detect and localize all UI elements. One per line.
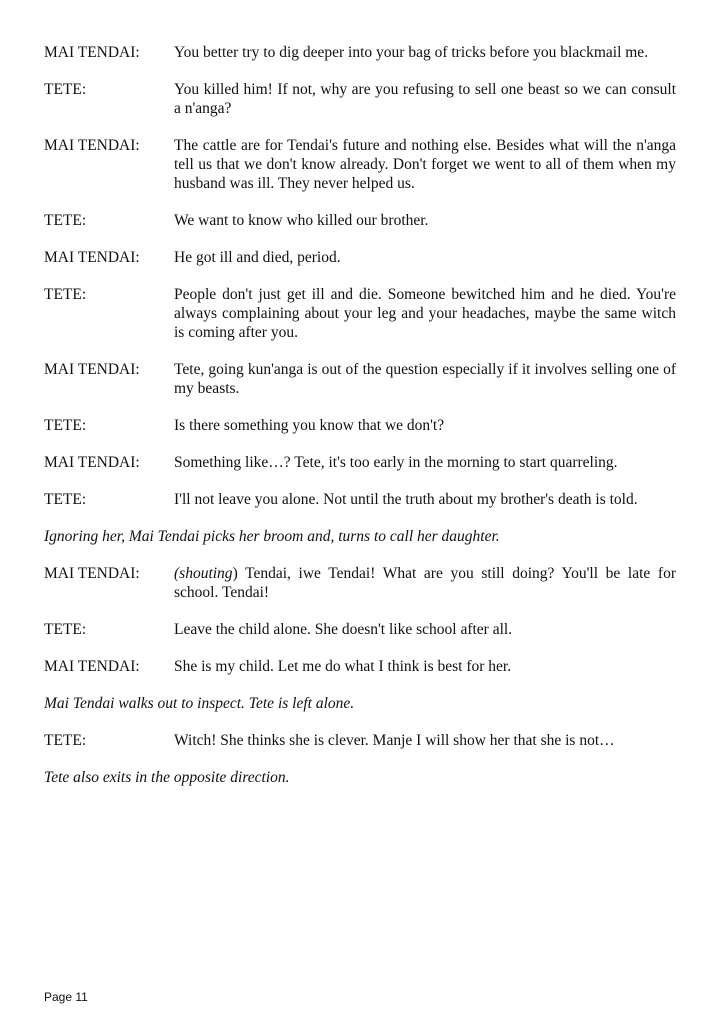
speaker-name: TETE: bbox=[44, 491, 87, 508]
speech-text: You killed him! If not, why are you refusing to sell one beast so we can consult a n'anga? bbox=[174, 81, 676, 117]
dialogue-line bbox=[44, 285, 676, 342]
speaker-name: TETE: bbox=[44, 621, 87, 638]
dialogue-line bbox=[44, 360, 676, 398]
speaker-name: TETE: bbox=[44, 81, 87, 98]
speech-text: Something like…? Tete, it's too early in the morning to start quarreling. bbox=[174, 454, 618, 471]
speech-text-rest: ) Tendai, iwe Tendai! What are you still doing? You'll be late for school. Tendai! bbox=[174, 565, 676, 601]
speaker-name: TETE: bbox=[44, 732, 87, 749]
dialogue-line bbox=[44, 490, 676, 509]
stage-direction: Mai Tendai walks out to inspect. Tete is left alone. bbox=[44, 695, 355, 712]
speech-text: He got ill and died, period. bbox=[174, 249, 341, 266]
speaker-name: MAI TENDAI: bbox=[44, 249, 140, 266]
speaker-name: MAI TENDAI: bbox=[44, 137, 140, 154]
dialogue-line bbox=[44, 80, 676, 118]
speech-text: People don't just get ill and die. Someone bewitched him and he died. You're always complaining about your leg and your headaches, maybe the same witch is coming after you. bbox=[174, 286, 676, 341]
speaker-name: MAI TENDAI: bbox=[44, 658, 140, 675]
dialogue-line bbox=[44, 657, 676, 676]
speaker-name: MAI TENDAI: bbox=[44, 454, 140, 471]
speaker-name: TETE: bbox=[44, 212, 87, 229]
dialogue-line bbox=[44, 416, 676, 435]
dialogue-line bbox=[44, 43, 676, 62]
speaker-name: TETE: bbox=[44, 286, 87, 303]
speech-text: Is there something you know that we don't? bbox=[174, 417, 445, 434]
speech-text: We want to know who killed our brother. bbox=[174, 212, 429, 229]
speech-text: She is my child. Let me do what I think is best for her. bbox=[174, 658, 512, 675]
speaker-name: MAI TENDAI: bbox=[44, 44, 140, 61]
speech-text: Witch! She thinks she is clever. Manje I will show her that she is not… bbox=[174, 732, 615, 749]
dialogue-line bbox=[44, 248, 676, 267]
speech-text bbox=[174, 564, 676, 602]
dialogue-line bbox=[44, 731, 676, 750]
speech-text: Tete, going kun'anga is out of the question especially if it involves selling one of my beasts. bbox=[174, 361, 676, 397]
script-page bbox=[44, 43, 676, 805]
speaker-name: MAI TENDAI: bbox=[44, 565, 140, 582]
speech-text: I'll not leave you alone. Not until the truth about my brother's death is told. bbox=[174, 491, 638, 508]
dialogue-line bbox=[44, 564, 676, 602]
dialogue-line bbox=[44, 136, 676, 193]
stage-direction: Tete also exits in the opposite direction. bbox=[44, 769, 290, 786]
speaker-name: MAI TENDAI: bbox=[44, 361, 140, 378]
speech-text: Leave the child alone. She doesn't like school after all. bbox=[174, 621, 513, 638]
dialogue-line bbox=[44, 211, 676, 230]
stage-aside: (shouting bbox=[174, 565, 233, 582]
dialogue-line bbox=[44, 453, 676, 472]
stage-direction: Ignoring her, Mai Tendai picks her broom and, turns to call her daughter. bbox=[44, 528, 500, 545]
dialogue-line bbox=[44, 620, 676, 639]
speech-text: The cattle are for Tendai's future and nothing else. Besides what will the n'anga tell us that we don't know already. Don't forget we went to all of them when my husband was ill. They never helped us. bbox=[174, 137, 676, 192]
speech-text: You better try to dig deeper into your bag of tricks before you blackmail me. bbox=[174, 44, 649, 61]
speaker-name: TETE: bbox=[44, 417, 87, 434]
page-number: Page 11 bbox=[44, 990, 88, 1004]
